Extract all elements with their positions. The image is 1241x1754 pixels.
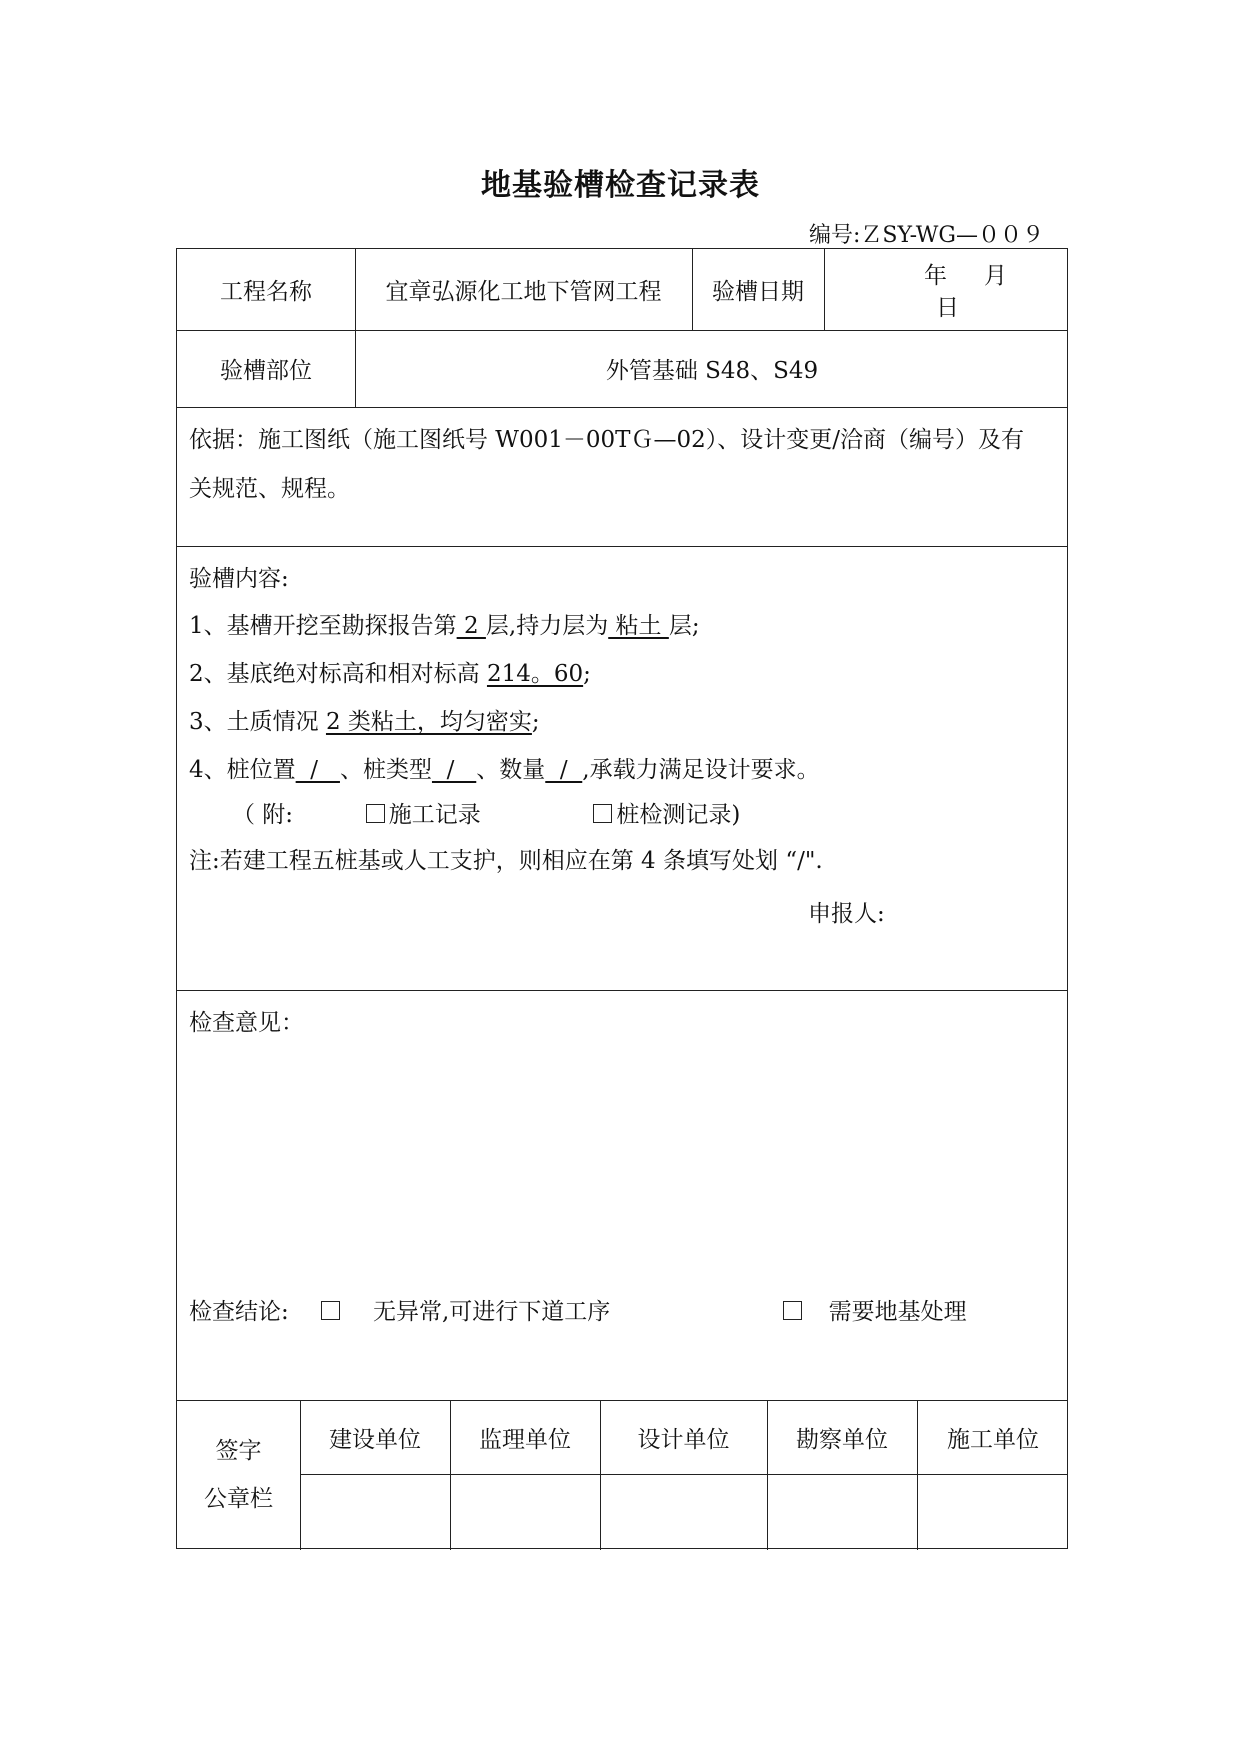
content-note: 注:若建工程五桩基或人工支护，则相应在第 4 条填写处划 “/". xyxy=(189,848,823,874)
content-item-4: 4、桩位置 / 、桩类型 / 、数量 / ,承载力满足设计要求。 xyxy=(189,757,820,783)
unit-supervisor: 监理单位 xyxy=(479,1426,571,1453)
project-name-value: 宜章弘源化工地下管网工程 xyxy=(385,279,662,305)
content-item-3: 3、土质情况 2 类粘土，均匀密实; xyxy=(189,709,540,735)
pile-test-record-label: 桩检测记录) xyxy=(616,802,741,828)
inspection-conclusion: 检查结论: 无异常,可进行下道工序 需要地基处理 xyxy=(189,1299,967,1325)
document-title: 地基验槽检查记录表 xyxy=(481,168,760,203)
date-day: 日 xyxy=(936,295,959,321)
inspection-part-value: 外管基础 S48、S49 xyxy=(605,358,819,384)
reporter-label: 申报人: xyxy=(808,901,885,927)
inspection-part-label: 验槽部位 xyxy=(220,358,312,384)
construction-record-checkbox[interactable] xyxy=(366,804,385,823)
divider xyxy=(177,990,1067,991)
date-year: 年 xyxy=(924,263,947,289)
foundation-treatment-checkbox[interactable] xyxy=(783,1301,802,1320)
basis-line-1: 依据：施工图纸（施工图纸号 W001－00TＧ—02）、设计变更/洽商（编号）及有 xyxy=(189,427,1024,453)
inspection-date-value xyxy=(824,249,1069,330)
divider xyxy=(177,407,1067,408)
signature-seal-label: 签字 公章栏 xyxy=(204,1438,273,1512)
foundation-treatment-label: 需要地基处理 xyxy=(828,1299,967,1325)
no-abnormality-checkbox[interactable] xyxy=(321,1301,340,1320)
date-month: 月 xyxy=(984,263,1007,289)
content-item-2: 2、基底绝对标高和相对标高 214。60; xyxy=(189,661,591,687)
divider xyxy=(300,1474,1067,1475)
construction-record-label: 施工记录 xyxy=(388,802,481,828)
content-item-1: 1、基槽开挖至勘探报告第 2 层,持力层为 粘土 层; xyxy=(189,613,700,639)
project-name-label: 工程名称 xyxy=(220,279,312,305)
inspection-date-label: 验槽日期 xyxy=(712,279,804,305)
unit-surveyor: 勘察单位 xyxy=(796,1426,888,1453)
divider xyxy=(177,546,1067,547)
basis-line-2: 关规范、规程。 xyxy=(189,476,350,502)
content-attachments: （ 附: 施工记录 桩检测记录) xyxy=(232,802,741,828)
unit-owner: 建设单位 xyxy=(329,1426,421,1453)
unit-contractor: 施工单位 xyxy=(947,1426,1039,1453)
document-number: 编号:ＺSY-WG—００９ xyxy=(808,223,1044,248)
unit-designer: 设计单位 xyxy=(637,1426,730,1453)
inspection-form xyxy=(176,248,1068,1549)
inspection-opinion-label: 检查意见： xyxy=(189,1010,304,1036)
no-abnormality-label: 无异常,可进行下道工序 xyxy=(373,1299,611,1325)
content-heading: 验槽内容: xyxy=(189,566,289,592)
pile-test-record-checkbox[interactable] xyxy=(593,804,612,823)
